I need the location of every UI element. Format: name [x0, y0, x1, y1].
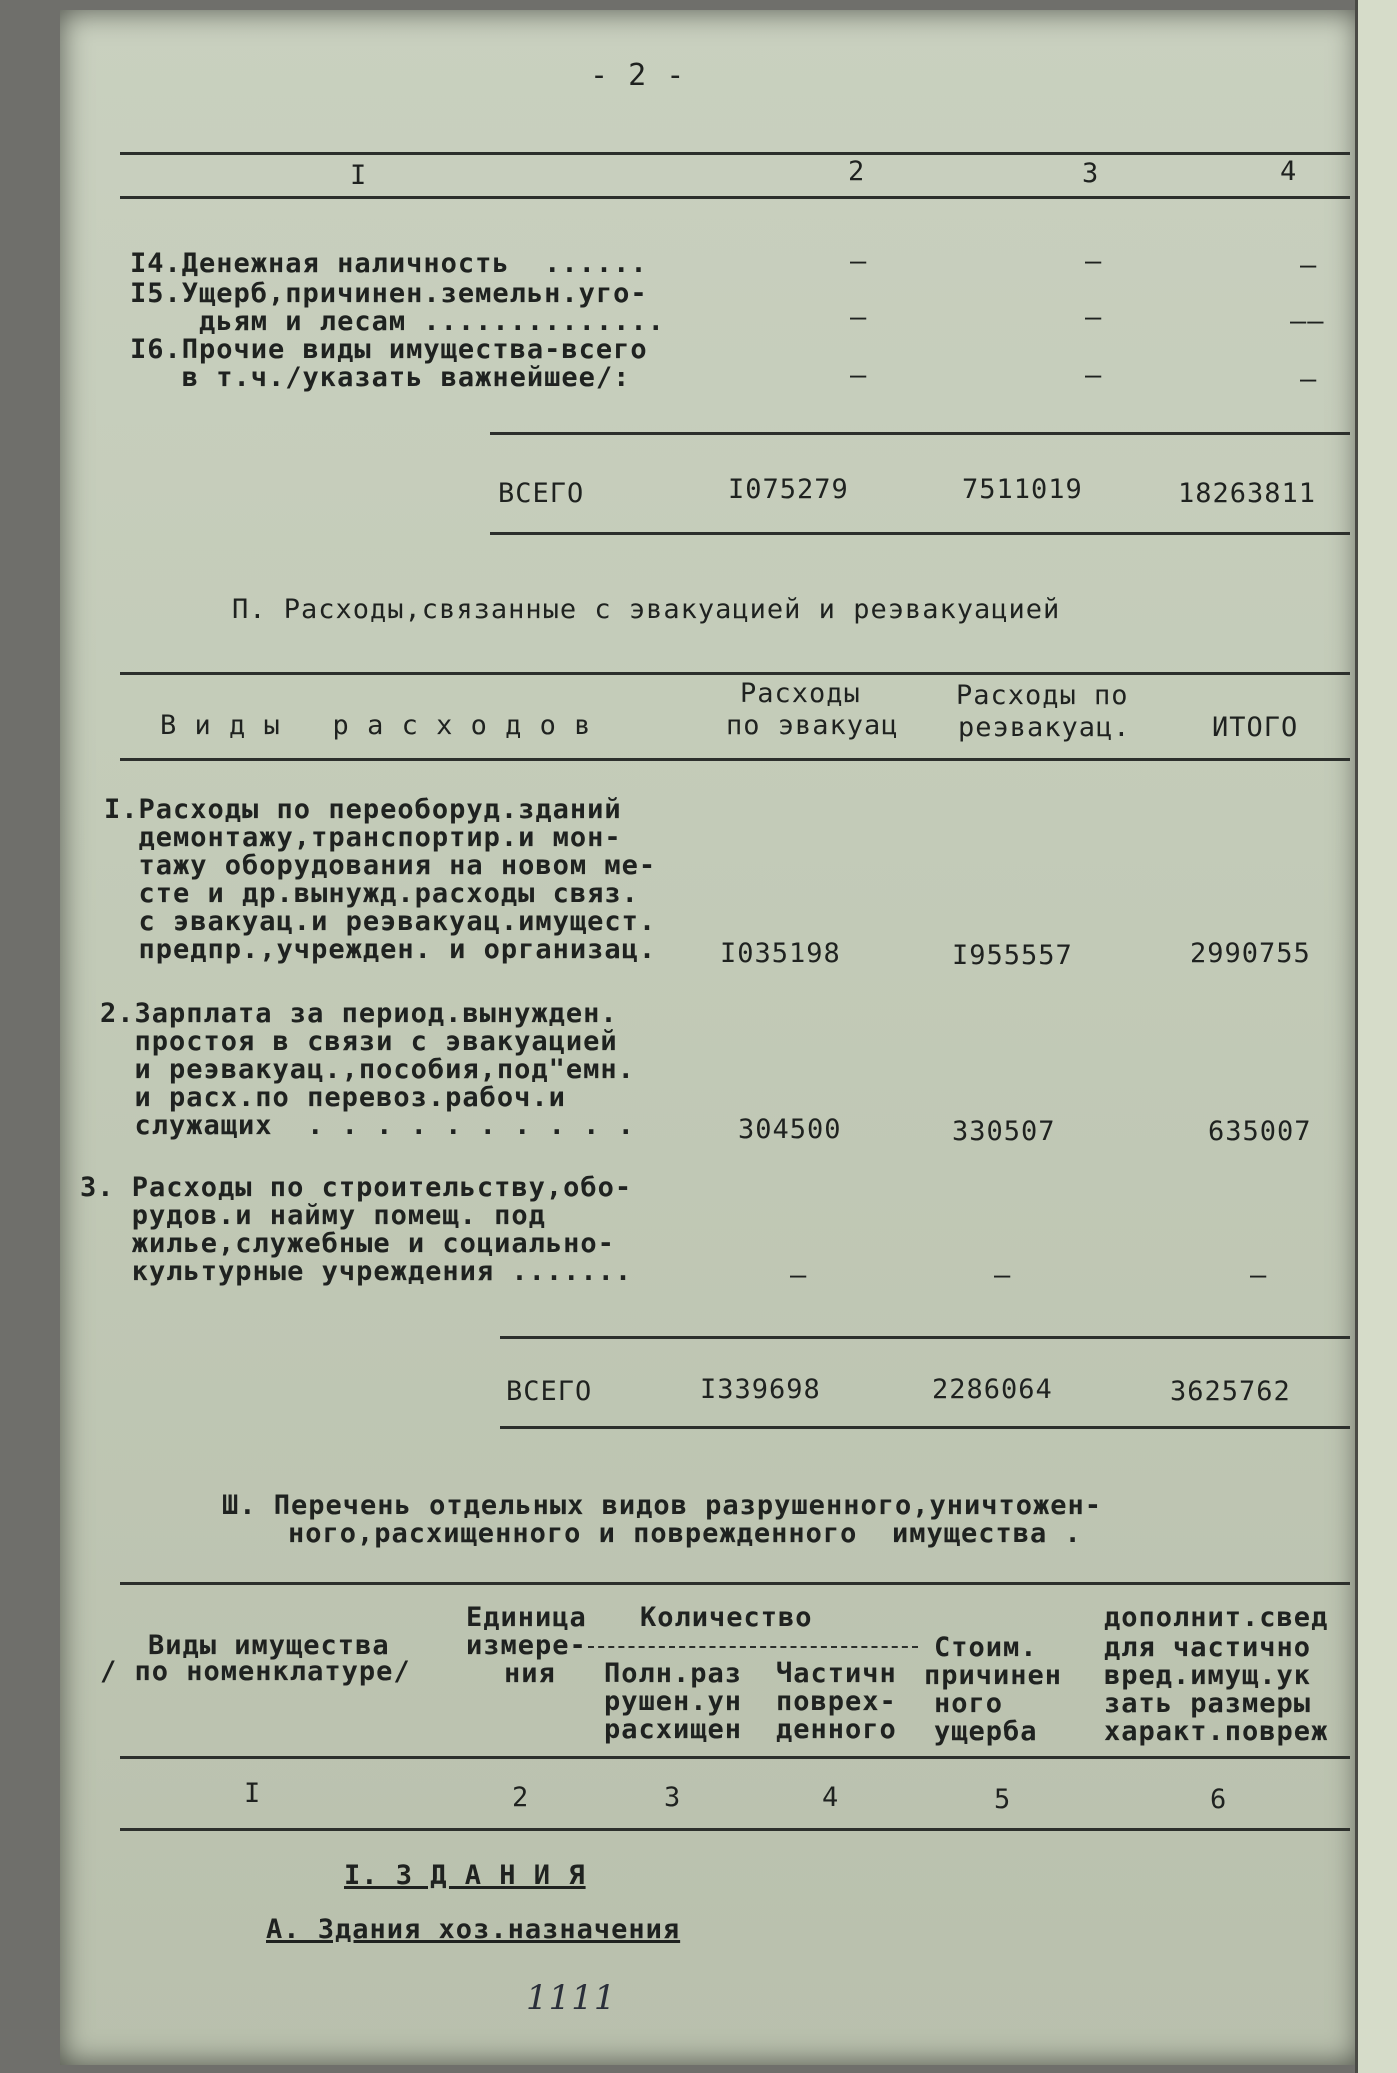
row-16-label-cont: в т.ч./указать важнейшее/:	[130, 362, 631, 393]
sec2-item3-c3: –	[994, 1260, 1012, 1291]
row-16-c3: –	[1085, 360, 1103, 391]
sec1-total-c3: 7511019	[962, 474, 1083, 505]
sec2-item1-l2: демонтажу,транспортир.и мон-	[104, 822, 622, 853]
row-16-c2: –	[850, 360, 868, 391]
sec2-item1-l6: предпр.,учрежден. и организац.	[104, 934, 657, 965]
sec3-title-l2: ного,расхищенного и поврежденного имущества .	[288, 1518, 1082, 1549]
sec3-num-2: 2	[512, 1782, 530, 1813]
col-head-1: I	[350, 160, 368, 191]
sec3-subhead-1: I. З Д А Н И Я	[344, 1860, 586, 1891]
sec2-item2-c3: 330507	[952, 1116, 1056, 1147]
row-16-label: I6.Прочие виды имущества-всего	[130, 334, 648, 365]
sec2-head-col2-l2: по эвакуац	[726, 710, 899, 741]
sec3-num-3: 3	[664, 1782, 682, 1813]
sec3-num-4: 4	[822, 1782, 840, 1813]
sec3-head-col4-l1: Частичн	[776, 1658, 897, 1689]
sec2-item1-c2: I035198	[720, 938, 841, 969]
sec3-num-6: 6	[1210, 1784, 1228, 1815]
sec2-head-col3-l1: Расходы по	[956, 680, 1129, 711]
sec3-head-col3-l3: расхищен	[604, 1714, 743, 1745]
sec1-total-c4: 18263811	[1178, 478, 1317, 509]
row-14-c4: –	[1300, 250, 1318, 281]
sec3-head-col5-l1: Стоим.	[934, 1632, 1038, 1663]
row-16-c4: –	[1300, 364, 1318, 395]
sec3-title-l1: Ш. Перечень отдельных видов разрушенного,уничтожен-	[222, 1490, 1103, 1521]
sec2-item1-l3: тажу оборудования на новом ме-	[104, 850, 657, 881]
sec3-head-col3-l1: Полн.раз	[604, 1658, 743, 1689]
table-head-rule	[120, 196, 1350, 199]
sec3-head-col1-l1: Виды имущества	[148, 1630, 390, 1661]
row-15-c2: –	[850, 302, 868, 333]
sec2-item3-c4: –	[1250, 1260, 1268, 1291]
sec3-head-col6-l2: для частично	[1104, 1632, 1312, 1663]
sec2-head-col3-l2: реэвакуац.	[958, 712, 1131, 743]
sec3-top-rule	[120, 1582, 1350, 1585]
col-head-4: 4	[1280, 156, 1298, 187]
sec1-total-label: ВСЕГО	[498, 478, 585, 509]
row-15-label-cont: дьям и лесам ..............	[130, 306, 665, 337]
sec2-total-c4: 3625762	[1170, 1376, 1291, 1407]
sec2-item3-l2: рудов.и найму помещ. под	[80, 1200, 546, 1231]
sec2-total-bottom-rule	[500, 1426, 1350, 1429]
sec3-head-col1-l2: / по номенклатуре/	[100, 1656, 411, 1687]
sec1-total-c2: I075279	[728, 474, 849, 505]
total-top-rule	[490, 432, 1350, 435]
sec2-item2-l1: 2.Зарплата за период.вынужден.	[100, 998, 618, 1029]
sec2-top-rule	[120, 672, 1350, 675]
col-head-3: 3	[1082, 158, 1100, 189]
sec2-item1-l4: сте и др.вынужд.расходы связ.	[104, 878, 639, 909]
sec2-title: П. Расходы,связанные с эвакуацией и реэвакуацией	[232, 594, 1061, 625]
sec2-total-c2: I339698	[700, 1374, 821, 1405]
sec3-head-col6-l1: дополнит.свед	[1104, 1602, 1329, 1633]
sec3-head-rule	[120, 1756, 1350, 1759]
sec2-head-rule	[120, 758, 1350, 761]
row-14-c2: –	[850, 246, 868, 277]
sec3-subhead-2: А. Здания хоз.назначения	[266, 1914, 681, 1945]
row-15-label: I5.Ущерб,причинен.земельн.уго-	[130, 278, 648, 309]
row-14-c3: –	[1085, 246, 1103, 277]
sec2-item2-l4: и расх.по перевоз.рабоч.и	[100, 1082, 566, 1113]
sec2-item1-c3: I955557	[952, 940, 1073, 971]
sec3-head-col2-l2: измере-	[466, 1630, 587, 1661]
sec2-head-col2-l1: Расходы	[740, 678, 861, 709]
table-top-rule	[120, 152, 1350, 155]
handwritten-note: 1111	[526, 1978, 617, 2018]
page-number: - 2 -	[590, 58, 686, 93]
sec3-head-qty: Количество	[640, 1602, 813, 1633]
row-15-c3: –	[1085, 302, 1103, 333]
sec3-head-col3-l2: рушен.ун	[604, 1686, 743, 1717]
sec2-total-label: ВСЕГО	[506, 1376, 593, 1407]
sec2-total-top-rule	[500, 1336, 1350, 1339]
sec2-item2-l5: служащих . . . . . . . . . .	[100, 1110, 635, 1141]
sec3-num-1: I	[244, 1778, 262, 1809]
sec2-item3-l3: жилье,служебные и социально-	[80, 1228, 615, 1259]
sec3-head-col6-l3: вред.имущ.ук	[1104, 1660, 1312, 1691]
sec3-head-col5-l2: причинен	[924, 1660, 1063, 1691]
sec3-head-col5-l4: ущерба	[934, 1716, 1038, 1747]
sec3-head-col4-l3: денного	[776, 1714, 897, 1745]
sec2-head-col4: ИТОГО	[1212, 712, 1299, 743]
total-bottom-rule	[490, 532, 1350, 535]
sec2-head-col1: В и д ы р а с х о д о в	[160, 710, 592, 741]
sec2-item1-l1: I.Расходы по переоборуд.зданий	[104, 794, 622, 825]
sec3-head-col2-l3: ния	[504, 1658, 556, 1689]
sec2-item3-c2: –	[790, 1260, 808, 1291]
sec2-item2-l3: и реэвакуац.,пособия,под"емн.	[100, 1054, 635, 1085]
sec2-item2-c4: 635007	[1208, 1116, 1312, 1147]
sec2-item1-c4: 2990755	[1190, 938, 1311, 969]
sec2-item2-c2: 304500	[738, 1114, 842, 1145]
sec2-item3-l1: 3. Расходы по строительству,обо-	[80, 1172, 633, 1203]
sec3-head-col6-l5: характ.повреж	[1104, 1716, 1329, 1747]
sec3-head-col5-l3: ного	[934, 1688, 1004, 1719]
sec3-num-5: 5	[994, 1784, 1012, 1815]
row-14-label: I4.Денежная наличность ......	[130, 248, 648, 279]
sec2-item2-l2: простоя в связи с эвакуацией	[100, 1026, 618, 1057]
sec3-head-col2-l1: Единица	[466, 1602, 587, 1633]
sec2-total-c3: 2286064	[932, 1374, 1053, 1405]
col-head-2: 2	[848, 156, 866, 187]
sec3-head-col4-l2: поврех-	[776, 1686, 897, 1717]
sec2-item1-l5: с эвакуац.и реэвакуац.имущест.	[104, 906, 657, 937]
row-15-c4: ––	[1290, 306, 1325, 337]
sec3-head-col6-l4: зать размеры	[1104, 1688, 1312, 1719]
sec3-num-rule	[120, 1828, 1350, 1831]
sec3-qty-dash-rule	[588, 1646, 918, 1650]
adjacent-page-edge	[1355, 0, 1397, 2073]
sec2-item3-l4: культурные учреждения .......	[80, 1256, 633, 1287]
